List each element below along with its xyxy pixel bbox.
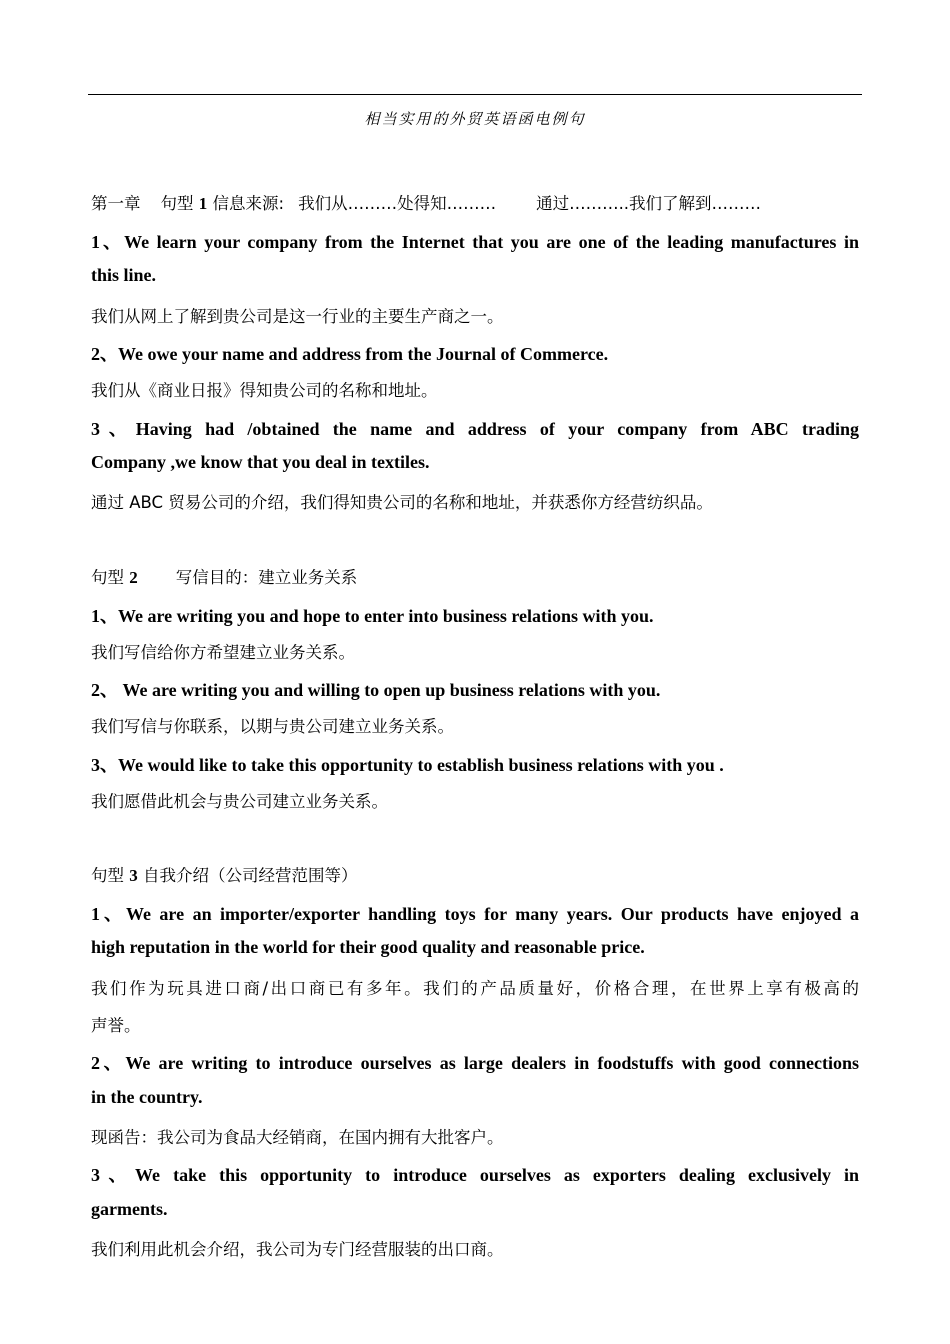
sentence-zh-3-3: 我们利用此机会介绍，我公司为专门经营服装的出口商。 xyxy=(91,1240,504,1259)
pattern-number: 2 xyxy=(129,568,138,587)
sentence-en-2-1: 1、We are writing you and hope to enter into business relations with you. xyxy=(91,606,654,626)
sentence-en-3-1a: 1、We are an importer/exporter handling toys for many years. Our products have enjoyed a xyxy=(91,904,859,924)
sentence-zh-1-1: 我们从网上了解到贵公司是这一行业的主要生产商之一。 xyxy=(91,307,504,326)
header-rule xyxy=(88,94,862,95)
pattern-3-heading xyxy=(91,862,859,886)
pattern-topic: 写信目的：建立业务关系 xyxy=(175,568,358,587)
page-header-title: 相当实用的外贸英语函电例句 xyxy=(364,110,586,128)
chapter-label: 第一章 xyxy=(91,194,141,213)
sentence-en-3-2b: in the country. xyxy=(91,1087,203,1107)
sentence-en-3-2a: 2、We are writing to introduce ourselves as large dealers in foodstuffs with good connections xyxy=(91,1053,859,1073)
pattern-topic: 自我介绍（公司经营范围等） xyxy=(143,866,358,885)
sentence-en-1-1a: 1、We learn your company from the Internet that you are one of the leading manufactures in xyxy=(91,232,859,252)
pattern-phrase-1: 我们从………处得知……… xyxy=(298,194,497,213)
pattern-number: 3 xyxy=(129,866,138,885)
pattern-label: 句型 xyxy=(91,866,124,885)
sentence-zh-2-2: 我们写信与你联系，以期与贵公司建立业务关系。 xyxy=(91,717,454,736)
sentence-en-1-1b: this line. xyxy=(91,265,157,285)
sentence-en-3-3a: 3、We take this opportunity to introduce ourselves as exporters dealing exclusively in xyxy=(91,1165,859,1185)
pattern-label: 句型 xyxy=(160,194,194,213)
sentence-zh-1-2: 我们从《商业日报》得知贵公司的名称和地址。 xyxy=(91,381,438,400)
sentence-zh-2-1: 我们写信给你方希望建立业务关系。 xyxy=(91,643,355,662)
sentence-zh-2-3: 我们愿借此机会与贵公司建立业务关系。 xyxy=(91,792,388,811)
pattern-2-heading xyxy=(91,564,859,588)
sentence-en-1-2: 2、We owe your name and address from the Journal of Commerce. xyxy=(91,344,609,364)
sentence-zh-3-1b: 声誉。 xyxy=(91,1016,141,1035)
sentence-zh-3-1a: 我们作为玩具进口商/出口商已有多年。我们的产品质量好，价格合理，在世界上享有极高的 xyxy=(91,979,859,998)
sentence-zh-3-2: 现函告：我公司为食品大经销商，在国内拥有大批客户。 xyxy=(91,1128,504,1147)
pattern-phrase-2: 通过………..我们了解到……… xyxy=(536,194,762,213)
sentence-en-2-3: 3、We would like to take this opportunity to establish business relations with you . xyxy=(91,755,724,775)
sentence-en-1-3b: Company ,we know that you deal in textiles. xyxy=(91,452,430,472)
sentence-en-3-1b: high reputation in the world for their good quality and reasonable price. xyxy=(91,937,645,957)
sentence-en-3-3b: garments. xyxy=(91,1199,168,1219)
pattern-number: 1 xyxy=(198,194,208,213)
sentence-en-1-3a: 3、Having had /obtained the name and address of your company from ABC trading xyxy=(91,419,859,439)
pattern-1-heading xyxy=(91,190,859,214)
sentence-en-2-2: 2、 We are writing you and willing to open up business relations with you. xyxy=(91,680,661,700)
pattern-topic: 信息来源: xyxy=(212,194,285,213)
pattern-label: 句型 xyxy=(91,568,124,587)
sentence-zh-1-3: 通过 ABC 贸易公司的介绍，我们得知贵公司的名称和地址，并获悉你方经营纺织品。 xyxy=(91,493,713,512)
